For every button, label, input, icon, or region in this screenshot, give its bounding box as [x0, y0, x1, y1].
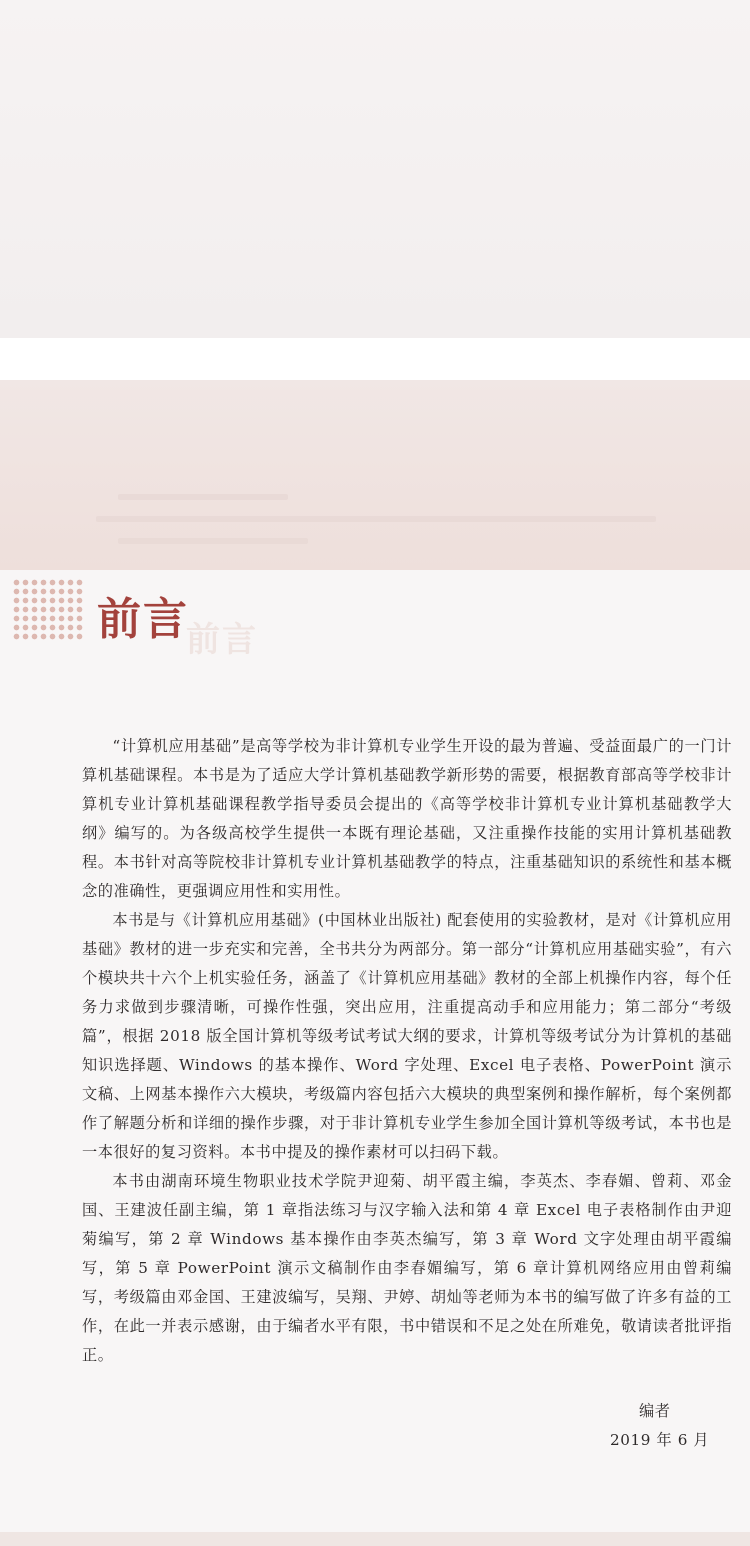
signature-date: 2019 年 6 月 [610, 1431, 710, 1449]
decorative-dot-grid [12, 578, 84, 640]
title-watermark: 前言 [186, 620, 258, 660]
footer-band [0, 1532, 750, 1546]
show-through-line [118, 538, 308, 544]
signature-block [610, 1397, 710, 1455]
preface-page [0, 380, 750, 1546]
previous-page-fragment [0, 0, 750, 338]
paragraph-2: 本书是与《计算机应用基础》(中国林业出版社) 配套使用的实验教材，是对《计算机应用基础》教材的进一步充实和完善，全书共分为两部分。第一部分“计算机应用基础实验”，有六个模块共十六个上机实验任务，涵盖了《计算机应用基础》教材的全部上机操作内容，每个任务力求做到步骤清晰，可操作性强，突出应用，注重提高动手和应用能力；第二部分“考级篇”，根据 2018 版全国计算机等级考试考试大纲的要求，计算机等级考试分为计算机的基础知识选择题、Windows 的基本操作、Word 字处理、Excel 电子表格、PowerPoint 演示文稿、上网基本操作六大模块，考级篇内容包括六大模块的典型案例和操作解析，每个案例都作了解题分析和详细的操作步骤，对于非计算机专业学生参加全国计算机等级考试，本书也是一本很好的复习资料。本书中提及的操作素材可以扫码下载。 [82, 911, 732, 1161]
preface-body [82, 732, 732, 1370]
page-title: 前言 [97, 594, 189, 645]
paragraph-3: 本书由湖南环境生物职业技术学院尹迎菊、胡平霞主编，李英杰、李春媚、曾莉、邓金国、王建波任副主编，第 1 章指法练习与汉字输入法和第 4 章 Excel 电子表格制作由尹迎菊编写，第 2 章 Windows 基本操作由李英杰编写，第 3 章 Word 文字处理由胡平霞编写，第 5 章 PowerPoint 演示文稿制作由李春媚编写，第 6 章计算机网络应用由曾莉编写，考级篇由邓金国、王建波编写，吴翔、尹婷、胡灿等老师为本书的编写做了许多有益的工作，在此一并表示感谢，由于编者水平有限，书中错误和不足之处在所难免，敬请读者批评指正。 [82, 1172, 732, 1364]
header-band [0, 380, 750, 570]
signature-author: 编者 [639, 1402, 671, 1420]
paragraph-1: “计算机应用基础”是高等学校为非计算机专业学生开设的最为普遍、受益面最广的一门计算机基础课程。本书是为了适应大学计算机基础教学新形势的需要，根据教育部高等学校非计算机专业计算机基础课程教学指导委员会提出的《高等学校非计算机专业计算机基础教学大纲》编写的。为各级高校学生提供一本既有理论基础，又注重操作技能的实用计算机基础教程。本书针对高等院校非计算机专业计算机基础教学的特点，注重基础知识的系统性和基本概念的准确性，更强调应用性和实用性。 [82, 737, 732, 900]
page-gap [0, 338, 750, 380]
show-through-line [118, 494, 288, 500]
show-through-line [96, 516, 656, 522]
